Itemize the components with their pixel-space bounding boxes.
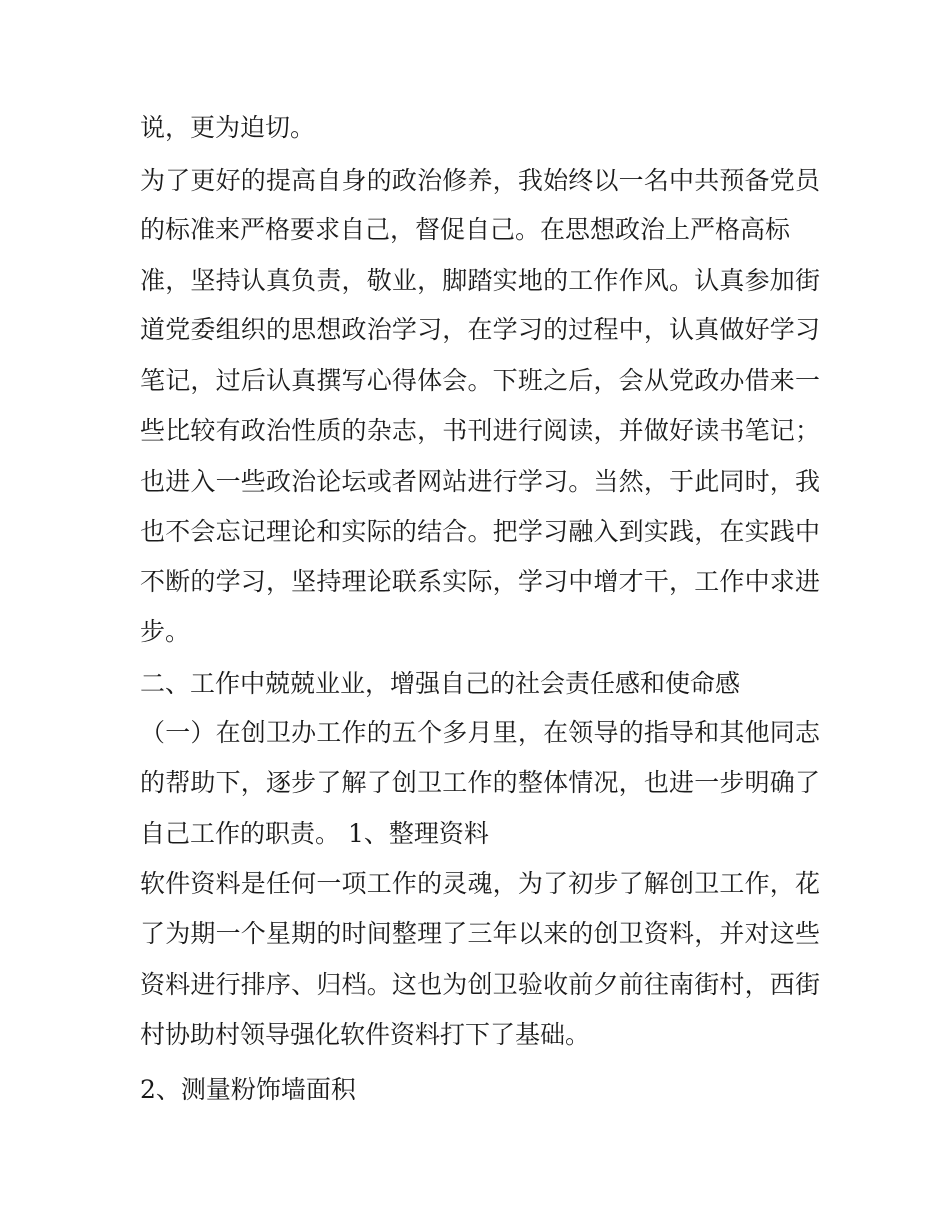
text-line-3: 的标准来严格要求自己，督促自己。在思想政治上严格高标 — [140, 215, 791, 244]
text-line-16: 软件资料是任何一项工作的灵魂，为了初步了解创卫工作，花 — [140, 869, 820, 898]
text-line-1: 说，更为迫切。 — [140, 113, 316, 142]
text-line-10: 不断的学习，坚持理论联系实际，学习中增才干，工作中求进 — [140, 567, 820, 596]
text-line-6: 笔记，过后认真撰写心得体会。下班之后，会从党政办借来一 — [140, 366, 820, 395]
text-line-14: 的帮助下，逐步了解了创卫工作的整体情况，也进一步明确了 — [140, 768, 820, 797]
text-line-19: 村协助村领导强化软件资料打下了基础。 — [140, 1020, 591, 1049]
text-line-17: 了为期一个星期的时间整理了三年以来的创卫资料，并对这些 — [140, 919, 820, 948]
subheading-measure-wall: 2、测量粉饰墙面积 — [140, 1075, 356, 1104]
text-line-2: 为了更好的提高自身的政治修养，我始终以一名中共预备党员 — [140, 166, 820, 195]
text-line-18: 资料进行排序、归档。这也为创卫验收前夕前往南街村，西街 — [140, 970, 820, 999]
text-line-11: 步。 — [140, 617, 191, 646]
text-line-4: 准，坚持认真负责，敬业，脚踏实地的工作作风。认真参加街 — [140, 266, 820, 295]
text-line-9: 也不会忘记理论和实际的结合。把学习融入到实践，在实践中 — [140, 517, 820, 546]
section-heading-2: 二、工作中兢兢业业，增强自己的社会责任感和使命感 — [140, 669, 741, 698]
text-line-13: （一）在创卫办工作的五个多月里，在领导的指导和其他同志 — [140, 718, 820, 747]
text-line-5: 道党委组织的思想政治学习，在学习的过程中，认真做好学习 — [140, 315, 820, 344]
text-line-7: 些比较有政治性质的杂志，书刊进行阅读，并做好读书笔记； — [140, 416, 820, 445]
text-line-8: 也进入一些政治论坛或者网站进行学习。当然，于此同时，我 — [140, 467, 820, 496]
text-line-15: 自己工作的职责。 1、整理资料 — [140, 819, 489, 848]
